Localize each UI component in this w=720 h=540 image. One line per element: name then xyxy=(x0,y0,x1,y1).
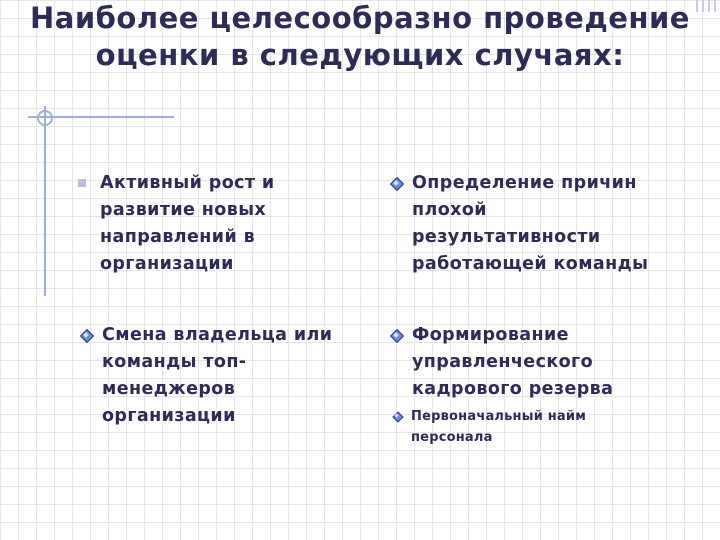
bullet-item xyxy=(390,170,660,278)
bullet-item xyxy=(74,170,334,278)
diamond-bullet-icon xyxy=(390,329,402,341)
diamond-bullet-icon xyxy=(392,411,402,421)
decorative-vertical-line xyxy=(44,106,46,296)
bullet-text: Формирование управленческого кадрового резерва xyxy=(412,325,614,399)
diamond-bullet-icon xyxy=(80,329,92,341)
bullet-item xyxy=(390,322,620,403)
diamond-bullet-icon xyxy=(390,177,402,189)
decorative-circle-icon xyxy=(37,110,53,126)
bullet-text: Активный рост и развитие новых направлений в организации xyxy=(100,173,275,274)
bullet-text: Первоначальный найм персонала xyxy=(411,409,587,445)
bullet-item xyxy=(392,406,622,448)
bullet-text: Определение причин плохой результативности работающей команды xyxy=(412,173,649,274)
slide-title: Наиболее целесообразно проведение оценки в следующих случаях: xyxy=(30,1,690,72)
corner-decoration xyxy=(696,0,720,12)
bullet-text: Смена владельца или команды топ-менеджеров организации xyxy=(102,325,333,426)
square-bullet-icon xyxy=(78,179,86,187)
bullet-item xyxy=(80,322,340,430)
